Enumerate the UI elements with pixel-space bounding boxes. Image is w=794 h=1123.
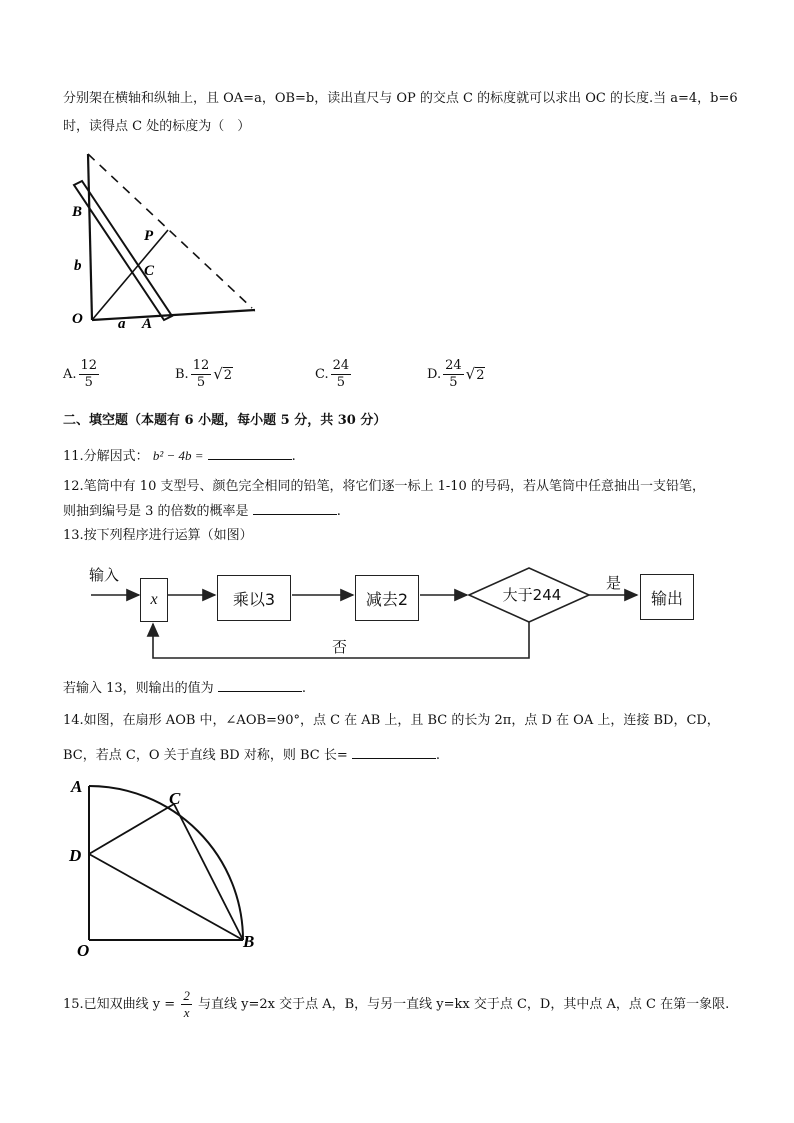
q11-expr: b² − 4b = [152, 448, 204, 463]
flow-x-box: x [140, 578, 168, 622]
flow-no-label: 否 [332, 638, 348, 656]
sector-figure [65, 770, 275, 965]
q14-line2 [63, 744, 440, 766]
label-b: b [74, 258, 82, 274]
q13-answer-blank[interactable] [218, 677, 302, 692]
q14-line2-text: BC，若点 C，O 关于直线 BD 对称，则 BC 长= [63, 748, 348, 763]
option-d-letter: D. [427, 367, 442, 382]
option-d-sqrt: √ 2 [465, 365, 485, 383]
option-a-letter: A. [63, 367, 77, 382]
option-a[interactable] [63, 358, 101, 391]
flow-subtract-box: 减去2 [355, 575, 419, 621]
q11-suffix: . [291, 449, 296, 464]
q15-fraction: $\frac{2}{x}$ [183, 988, 190, 1020]
q13-intro: 13.按下列程序进行运算（如图） [63, 528, 253, 543]
q10-line1: 分别架在横轴和纵轴上，且 OA=a，OB=b，读出直尺与 OP 的交点 C 的标度就可以求出 OC 的长度.当 a=4，b=6 [63, 91, 738, 106]
q14-answer-blank[interactable] [352, 744, 436, 759]
q13-suffix: . [301, 681, 306, 696]
option-c-fraction: $\frac{24}{5}$ [332, 358, 350, 390]
option-b-fraction: $\frac{12}{5}$ [192, 358, 210, 390]
option-b[interactable] [175, 358, 233, 391]
q15 [63, 988, 729, 1021]
option-d-fraction: $\frac{24}{5}$ [445, 358, 462, 390]
sector-label-A: A [71, 777, 83, 796]
q11 [63, 445, 296, 467]
q12-line2 [63, 500, 341, 522]
q12-line2-text: 则抽到编号是 3 的倍数的概率是 [63, 504, 249, 519]
option-d[interactable] [427, 358, 485, 391]
option-a-fraction: $\frac{12}{5}$ [80, 358, 98, 390]
q14-line1: 14.如图，在扇形 AOB 中，∠AOB=90°，点 C 在 AB 上，且 BC 的长为 2π，点 D 在 OA 上，连接 BD，CD， [63, 713, 720, 728]
q15-rest: 与直线 y=2x 交于点 A，B，与另一直线 y=kx 交于点 C，D，其中点 A，点 C 在第一象限. [197, 997, 730, 1012]
q13-question-text: 若输入 13，则输出的值为 [63, 681, 214, 696]
q11-prefix: 11.分解因式： [63, 449, 149, 464]
sector-label-C: C [169, 789, 181, 808]
label-C: C [144, 263, 155, 279]
option-c-letter: C. [315, 367, 329, 382]
label-P: P [144, 228, 154, 244]
label-A: A [142, 316, 153, 332]
option-b-letter: B. [175, 367, 189, 382]
flow-input-label: 输入 [89, 566, 120, 584]
sector-label-D: D [69, 846, 82, 865]
flow-yes-label: 是 [606, 574, 622, 592]
q12-answer-blank[interactable] [253, 500, 337, 515]
label-B: B [72, 204, 83, 220]
label-a: a [118, 316, 126, 332]
q12-line1: 12.笔筒中有 10 支型号、颜色完全相同的铅笔，将它们逐一标上 1-10 的号码，若从笔筒中任意抽出一支铅笔， [63, 479, 705, 494]
label-O: O [72, 311, 83, 327]
q10-line2: 时，读得点 C 处的标度为（ ） [63, 119, 251, 134]
sector-label-B: B [243, 932, 255, 951]
option-b-sqrt: √ 2 [213, 365, 233, 383]
q12-suffix: . [336, 504, 341, 519]
q14-suffix: . [435, 748, 441, 763]
sector-label-O: O [77, 941, 90, 960]
section-title: 二、填空题（本题有 6 小题，每小题 5 分，共 30 分） [63, 413, 387, 428]
flow-multiply-box: 乘以3 [217, 575, 291, 621]
flow-condition: 大于244 [502, 586, 562, 604]
q13-question [63, 677, 306, 699]
flow-output-box: 输出 [640, 574, 694, 620]
option-c[interactable] [315, 358, 353, 391]
q15-prefix: 15.已知双曲线 y = [63, 997, 176, 1012]
q11-answer-blank[interactable] [208, 445, 292, 460]
ruler-triangle-figure [60, 148, 270, 338]
